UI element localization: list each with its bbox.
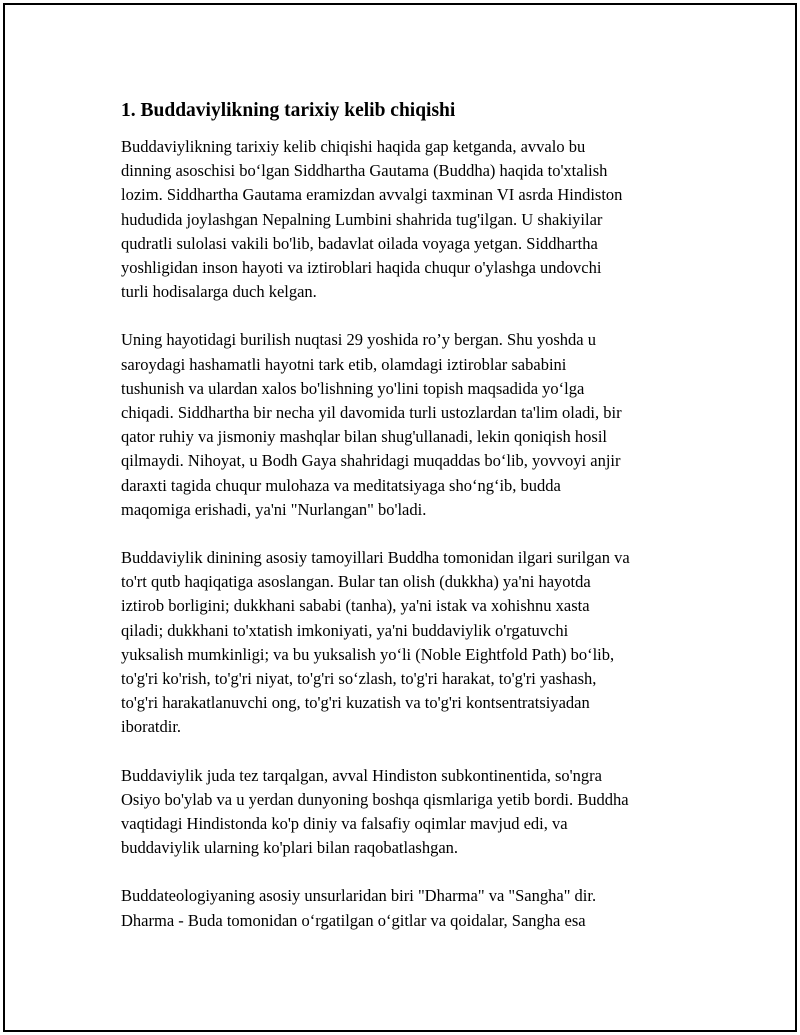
paragraph-line: to'g'ri harakatlanuvchi ong, to'g'ri kuzatish va to'g'ri kontsentratsiyadan <box>121 693 590 713</box>
paragraph-line: qator ruhiy va jismoniy mashqlar bilan shug'ullanadi, lekin qoniqish hosil <box>121 427 608 447</box>
paragraph-line: to'rt qutb haqiqatiga asoslangan. Bular tan olish (dukkha) ya'ni hayotda <box>121 572 591 592</box>
paragraph-line: Uning hayotidagi burilish nuqtasi 29 yoshida ro’y bergan. Shu yoshda u <box>121 330 596 350</box>
paragraph-line: tushunish va ulardan xalos bo'lishning yo'lini topish maqsadida yo‘lga <box>121 378 585 398</box>
paragraph-line: turli hodisalarga duch kelgan. <box>121 282 317 302</box>
paragraph-line: Buddateologiyaning asosiy unsurlaridan biri "Dharma" va "Sangha" dir. <box>121 886 597 906</box>
paragraph-line: yoshligidan inson hayoti va iztiroblari haqida chuqur o'ylashga undovchi <box>121 258 602 278</box>
paragraph-line: to'g'ri ko'rish, to'g'ri niyat, to'g'ri so‘zlash, to'g'ri harakat, to'g'ri yashash, <box>121 669 597 689</box>
paragraphs <box>121 135 701 933</box>
paragraph-line: yuksalish mumkinligi; va bu yuksalish yo‘li (Noble Eightfold Path) bo‘lib, <box>121 644 615 664</box>
paragraph-line: chiqadi. Siddhartha bir necha yil davomida turli ustozlardan ta'lim oladi, bir <box>121 403 622 423</box>
paragraph-line: Buddaviylik juda tez tarqalgan, avval Hindiston subkontinentida, so'ngra <box>121 765 602 785</box>
paragraph-line: iztirob borligini; dukkhani sababi (tanha), ya'ni istak va xohishnu xasta <box>121 596 590 616</box>
section-heading: 1. Buddaviylikning tarixiy kelib chiqishi <box>121 100 456 121</box>
paragraph-line: maqomiga erishadi, ya'ni "Nurlangan" bo'ladi. <box>121 499 427 519</box>
paragraph-line: qudratli sulolasi vakili bo'lib, badavlat oilada voyaga yetgan. Siddhartha <box>121 233 598 253</box>
paragraph-line: vaqtidagi Hindistonda ko'p diniy va falsafiy oqimlar mavjud edi, va <box>121 814 568 834</box>
paragraph-line: hududida joylashgan Nepalning Lumbini shahrida tug'ilgan. U shakiyilar <box>121 209 603 229</box>
paragraph <box>121 546 701 740</box>
document-content <box>121 98 701 957</box>
paragraph <box>121 884 701 932</box>
paragraph-line: dinning asoschisi bo‘lgan Siddhartha Gautama (Buddha) haqida to'xtalish <box>121 161 608 181</box>
paragraph-line: Buddaviylikning tarixiy kelib chiqishi haqida gap ketganda, avvalo bu <box>121 137 586 156</box>
document-page <box>3 3 797 1032</box>
paragraph-line: daraxti tagida chuqur mulohaza va meditatsiyaga sho‘ng‘ib, budda <box>121 475 561 495</box>
paragraph-line: Dharma - Buda tomonidan o‘rgatilgan o‘gitlar va qoidalar, Sangha esa <box>121 910 586 930</box>
paragraph-line: saroydagi hashamatli hayotni tark etib, olamdagi iztiroblar sababini <box>121 354 567 374</box>
paragraph-line: qiladi; dukkhani to'xtatish imkoniyati, ya'ni buddaviylik o'rgatuvchi <box>121 620 569 640</box>
paragraph-line: iboratdir. <box>121 717 182 737</box>
paragraph-line: Buddaviylik dinining asosiy tamoyillari Buddha tomonidan ilgari surilgan va <box>121 548 630 568</box>
paragraph-line: buddaviylik ularning ko'plari bilan raqobatlashgan. <box>121 838 459 858</box>
paragraph-line: qilmaydi. Nihoyat, u Bodh Gaya shahridagi muqaddas bo‘lib, yovvoyi anjir <box>121 451 621 471</box>
paragraph <box>121 135 701 304</box>
paragraph <box>121 328 701 522</box>
paragraph-line: Osiyo bo'ylab va u yerdan dunyoning boshqa qismlariga yetib bordi. Buddha <box>121 789 629 809</box>
paragraph-line: lozim. Siddhartha Gautama eramizdan avvalgi taxminan VI asrda Hindiston <box>121 185 623 205</box>
paragraph <box>121 764 701 861</box>
